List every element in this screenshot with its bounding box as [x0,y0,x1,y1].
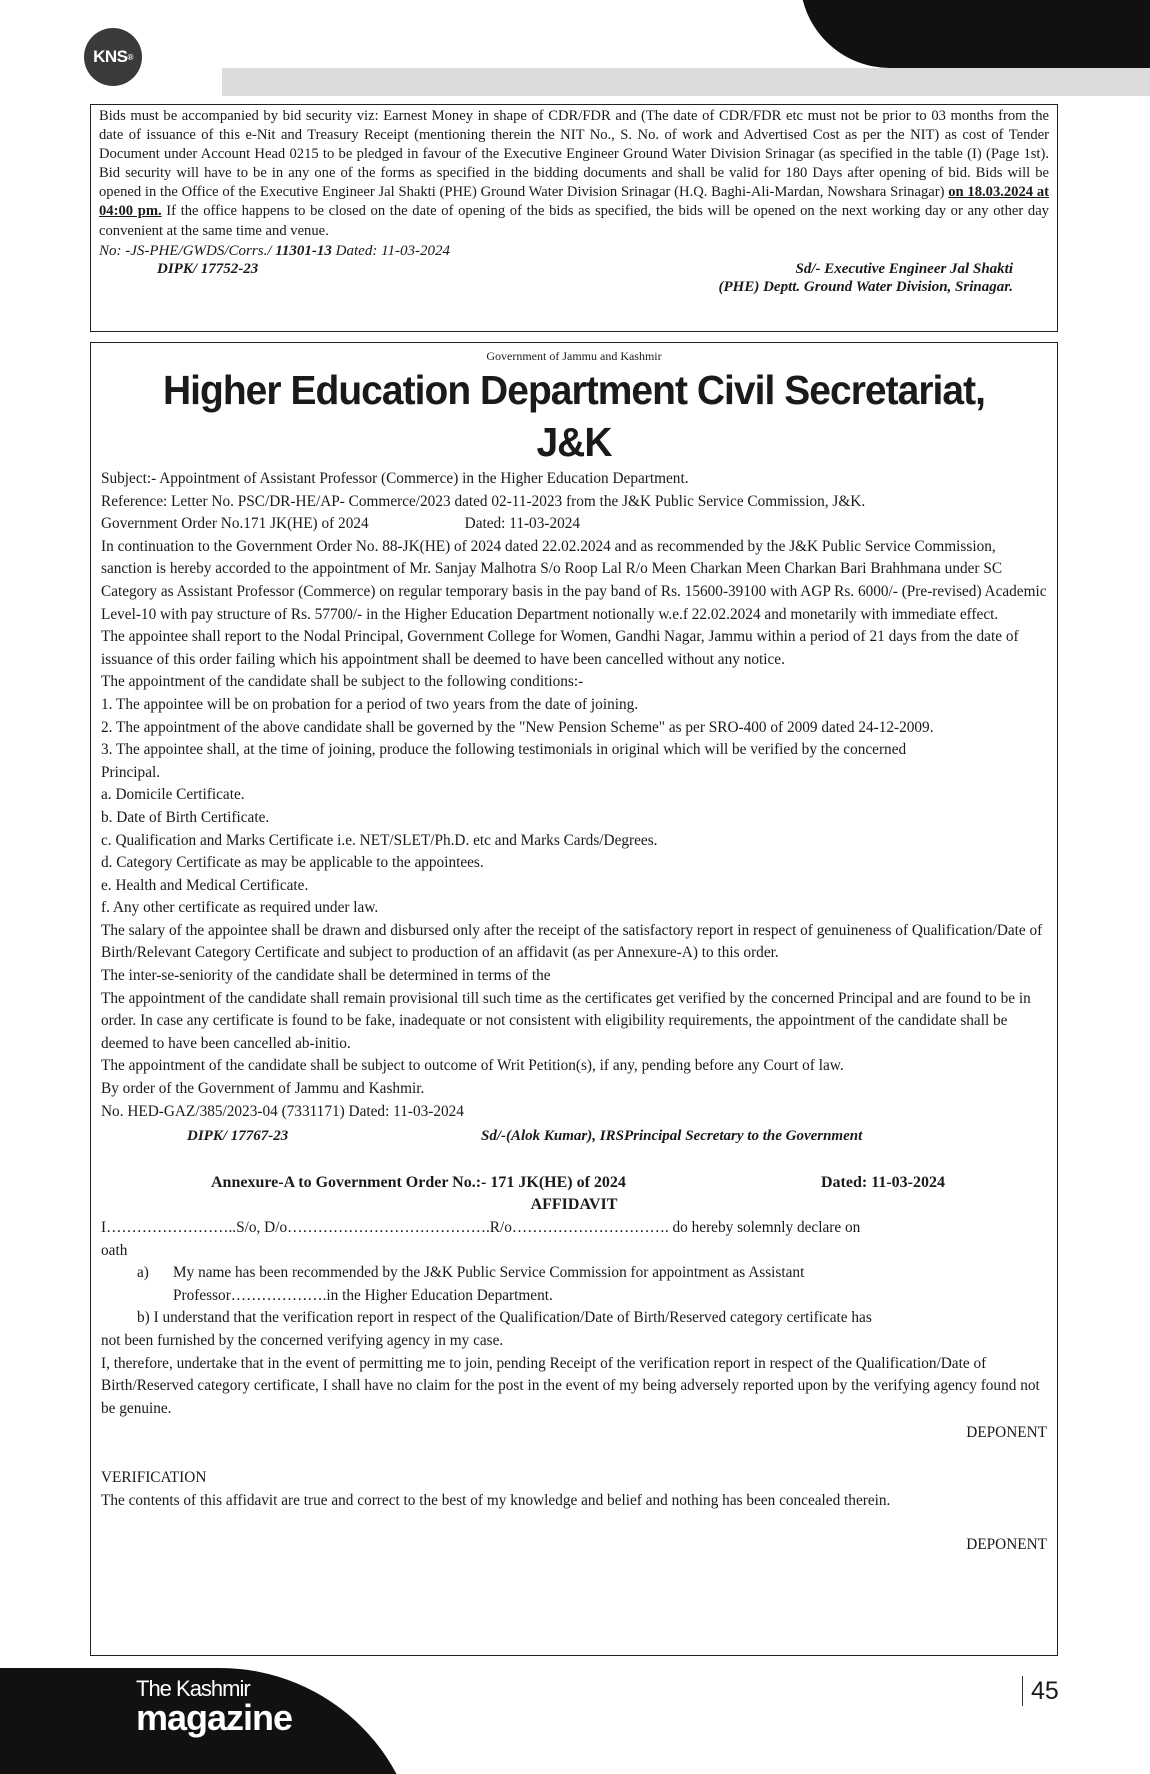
deponent-2: DEPONENT [966,1536,1047,1554]
department-headline: Higher Education Department Civil Secretariat, J&K [162,367,986,465]
affidavit-item-a: a) My name has been recommended by the J&K Public Service Commission for appointment as Assistant [137,1264,805,1282]
para-seniority: The inter-se-seniority of the candidate shall be determined in terms of the [101,967,551,985]
para-writ: The appointment of the candidate shall be subject to outcome of Writ Petition(s), if any, pending before any Court of law. [101,1057,844,1075]
conditions-intro: The appointment of the candidate shall be subject to the following conditions:- [101,673,584,691]
affidavit-item-b-cont: not been furnished by the concerned verifying agency in my case. [101,1331,504,1349]
tender-reference: No: -JS-PHE/GWDS/Corrs./ 11301-13 Dated: 11-03-2024 [99,242,450,259]
tender-signature-row-2 [99,278,1049,296]
affidavit-title: AFFIDAVIT [530,1196,618,1214]
testimonial-f: f. Any other certificate as required under law. [101,899,379,917]
order-subject: Subject:- Appointment of Assistant Professor (Commerce) in the Higher Education Department. [101,470,689,487]
decorative-header-bar [222,68,1150,96]
order-dipk: DIPK/ 17767-23 [187,1128,289,1145]
kns-logo: KNS ® [84,28,142,86]
government-label: Government of Jammu and Kashmir [486,349,662,363]
tender-signature-row [99,260,1049,278]
para-salary: The salary of the appointee shall be drawn and disbursed only after the receipt of the satisfactory report in respect of genuineness of Qualification/Date of Birth/Relevant Category Certificate and subject to production of an affidavit (as per Annexure-A) to this order. [101,921,1043,962]
order-reference: Reference: Letter No. PSC/DR-HE/AP- Commerce/2023 dated 02-11-2023 from the J&K Public Service Commission, J&K. [101,492,866,510]
affidavit-item-a-cont: Professor……………….in the Higher Education Department. [173,1286,553,1304]
declaration-line: I……………………..S/o, D/o………………………………….R/o…………………………. do hereby solemnly declare on [101,1219,861,1236]
tender-body: Bids must be accompanied by bid security viz: Earnest Money in shape of CDR/FDR and (The date of CDR/FDR etc must not be prior to 03 months from the date of issuance of this e-Nit and Treasury Receipt (mentioning therein the NIT No., S. No. of work and Advertised Cost as per the NIT) as cost of Tender Document under Account Head 0215 to be pledged in favour of the Executive Engineer Ground Water Division Srinagar (as specified in the table (I) (Page 1st). Bid security will have to be in any one of the forms as specified in the bidding documents and shall be valid for 180 Days after opening of bid. Bids will be opened in the Office of the Executive Engineer Jal Shakti (PHE) Ground Water Division Srinagar (H.Q. Baghi-Ali-Mardan, Nowshara Srinagar) on 18.03.2024 at 04:00 pm. If the office happens to be closed on the date of opening of the bids as specified, the bids will be opened on the next working day or any other day convenient at the same time and venue. [99,108,1049,239]
condition-3-cont: Principal. [101,763,161,781]
testimonial-b: b. Date of Birth Certificate. [101,808,270,826]
condition-3: 3. The appointee shall, at the time of joining, produce the following testimonials in original which will be verified by the concerned [101,741,907,759]
tender-notice-box [90,104,1058,332]
tender-signature-1: Sd/- Executive Engineer Jal Shakti [795,260,1013,277]
magazine-logo: The Kashmir magazine [136,1676,293,1738]
tender-dipk: DIPK/ 17752-23 [157,260,259,277]
page-number: 45 [1022,1676,1059,1706]
order-body [101,468,1047,1557]
order-para-report: The appointee shall report to the Nodal Principal, Government College for Women, Gandhi Nagar, Jammu within a period of 21 days from the date of issuance of this order failing which his appointment shall be deemed to have been cancelled without any notice. [101,628,1019,668]
deponent-1: DEPONENT [966,1424,1047,1442]
order-para-continuation: In continuation to the Government Order No. 88-JK(HE) of 2024 dated 22.02.2024 and as recommended by the J&K Public Service Commission, sanction is hereby accorded to the appointment of Mr. Sanjay Malhotra S/o Roop Lal R/o Meen Charkan Meen Charkan Bari Brahhmana under SC Category as Assistant Professor (Commerce) on regular temporary basis in the pay band of Rs. 15600-39100 with AGP Rs. 6000/- (Pre-revised) Academic Level-10 with pay structure of Rs. 57700/- in the Higher Education Department notionally w.e.f 22.02.2024 and monetarily with immediate effect. [101,537,1047,623]
annexure-dated: Dated: 11-03-2024 [821,1173,945,1191]
decorative-corner [800,0,1150,68]
testimonial-d: d. Category Certificate as may be applicable to the appointees. [101,854,484,872]
order-signature: Sd/-(Alok Kumar), IRSPrincipal Secretary to the Government [481,1128,863,1145]
government-order-box [90,342,1058,1656]
undertaking: I, therefore, undertake that in the event of permitting me to join, pending Receipt of the verification report in respect of the Qualification/Date of Birth/Reserved category certificate, I shall have no claim for the post in the event of my being adversely reported upon by the verifying agency found not be genuine. [101,1354,1040,1417]
order-number: Government Order No.171 JK(HE) of 2024 Dated: 11-03-2024 [101,515,581,533]
testimonial-a: a. Domicile Certificate. [101,786,245,804]
by-order: By order of the Government of Jammu and Kashmir. [101,1080,425,1098]
tender-signature-2: (PHE) Deptt. Ground Water Division, Srinagar. [718,278,1013,295]
testimonial-c: c. Qualification and Marks Certificate i.e. NET/SLET/Ph.D. etc and Marks Cards/Degrees. [101,831,658,849]
order-signature-row [101,1125,1047,1148]
testimonial-e: e. Health and Medical Certificate. [101,876,309,894]
annexure-title-row [101,1172,1047,1195]
annexure-title: Annexure-A to Government Order No.:- 171 JK(HE) of 2024 [211,1173,626,1191]
para-provisional: The appointment of the candidate shall remain provisional till such time as the certificates get verified by the concerned Principal and are found to be in order. In case any certificate is found to be fake, inadequate or not consistent with eligibility requirements, the appointment of the candidate shall be deemed to have been cancelled ab-initio. [101,989,1031,1052]
affidavit-item-b: b) I understand that the verification report in respect of the Qualification/Date of Birth/Reserved category certificate has [137,1309,872,1327]
verification-title: VERIFICATION [101,1468,207,1486]
condition-2: 2. The appointment of the above candidate shall be governed by the "New Pension Scheme" as per SRO-400 of 2009 dated 24-12-2009. [101,718,934,736]
verification-text: The contents of this affidavit are true and correct to the best of my knowledge and belief and nothing has been concealed therein. [101,1491,891,1509]
declaration-cont: oath [101,1241,128,1259]
order-ref: No. HED-GAZ/385/2023-04 (7331171) Dated: 11-03-2024 [101,1102,464,1120]
condition-1: 1. The appointee will be on probation for a period of two years from the date of joining. [101,695,639,713]
